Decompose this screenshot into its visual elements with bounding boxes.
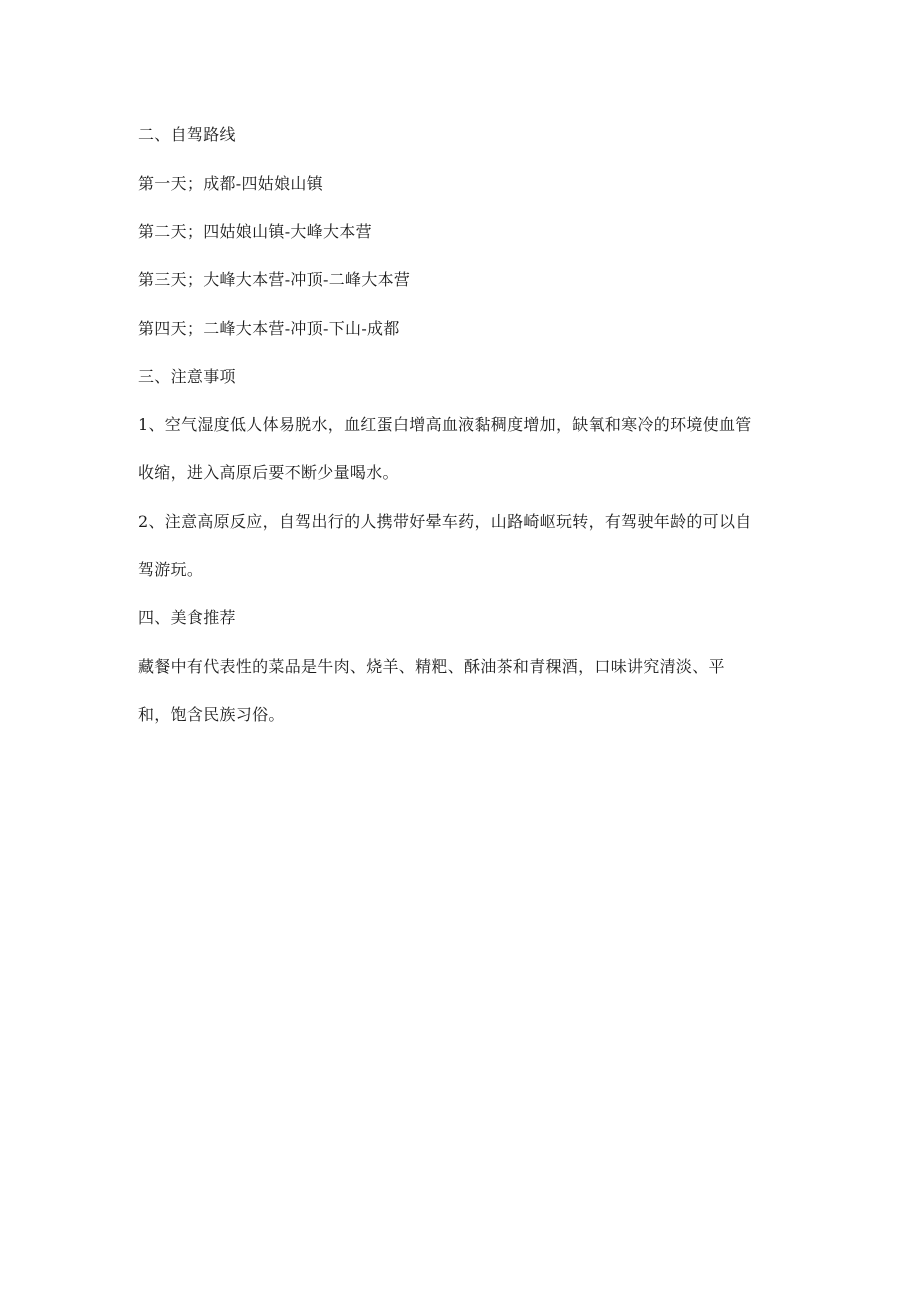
route-heading: 二、自驾路线 [138,125,236,144]
route-day-3: 第三天；大峰大本营-冲顶-二峰大本营 [138,270,411,289]
route-day-4: 第四天；二峰大本营-冲顶-下山-成都 [138,319,400,338]
notes-item-1-line-2: 收缩，进入高原后要不断少量喝水。 [138,463,399,482]
route-day-1: 第一天；成都-四姑娘山镇 [138,174,324,193]
route-day-2: 第二天；四姑娘山镇-大峰大本营 [138,222,372,241]
notes-item-2-line-2: 驾游玩。 [138,560,204,579]
notes-item-1-line-1: 1、空气湿度低人体易脱水，血红蛋白增高血液黏稠度增加，缺氧和寒冷的环境使血管 [138,415,752,434]
notes-heading: 三、注意事项 [138,367,236,386]
food-text-line-1: 藏餐中有代表性的菜品是牛肉、烧羊、精粑、酥油茶和青稞酒，口味讲究清淡、平 [138,657,725,676]
notes-item-2-line-1: 2、注意高原反应，自驾出行的人携带好晕车药，山路崎岖玩转，有驾驶年龄的可以自 [138,512,752,531]
food-text-line-2: 和，饱含民族习俗。 [138,705,285,724]
food-heading: 四、美食推荐 [138,608,236,627]
